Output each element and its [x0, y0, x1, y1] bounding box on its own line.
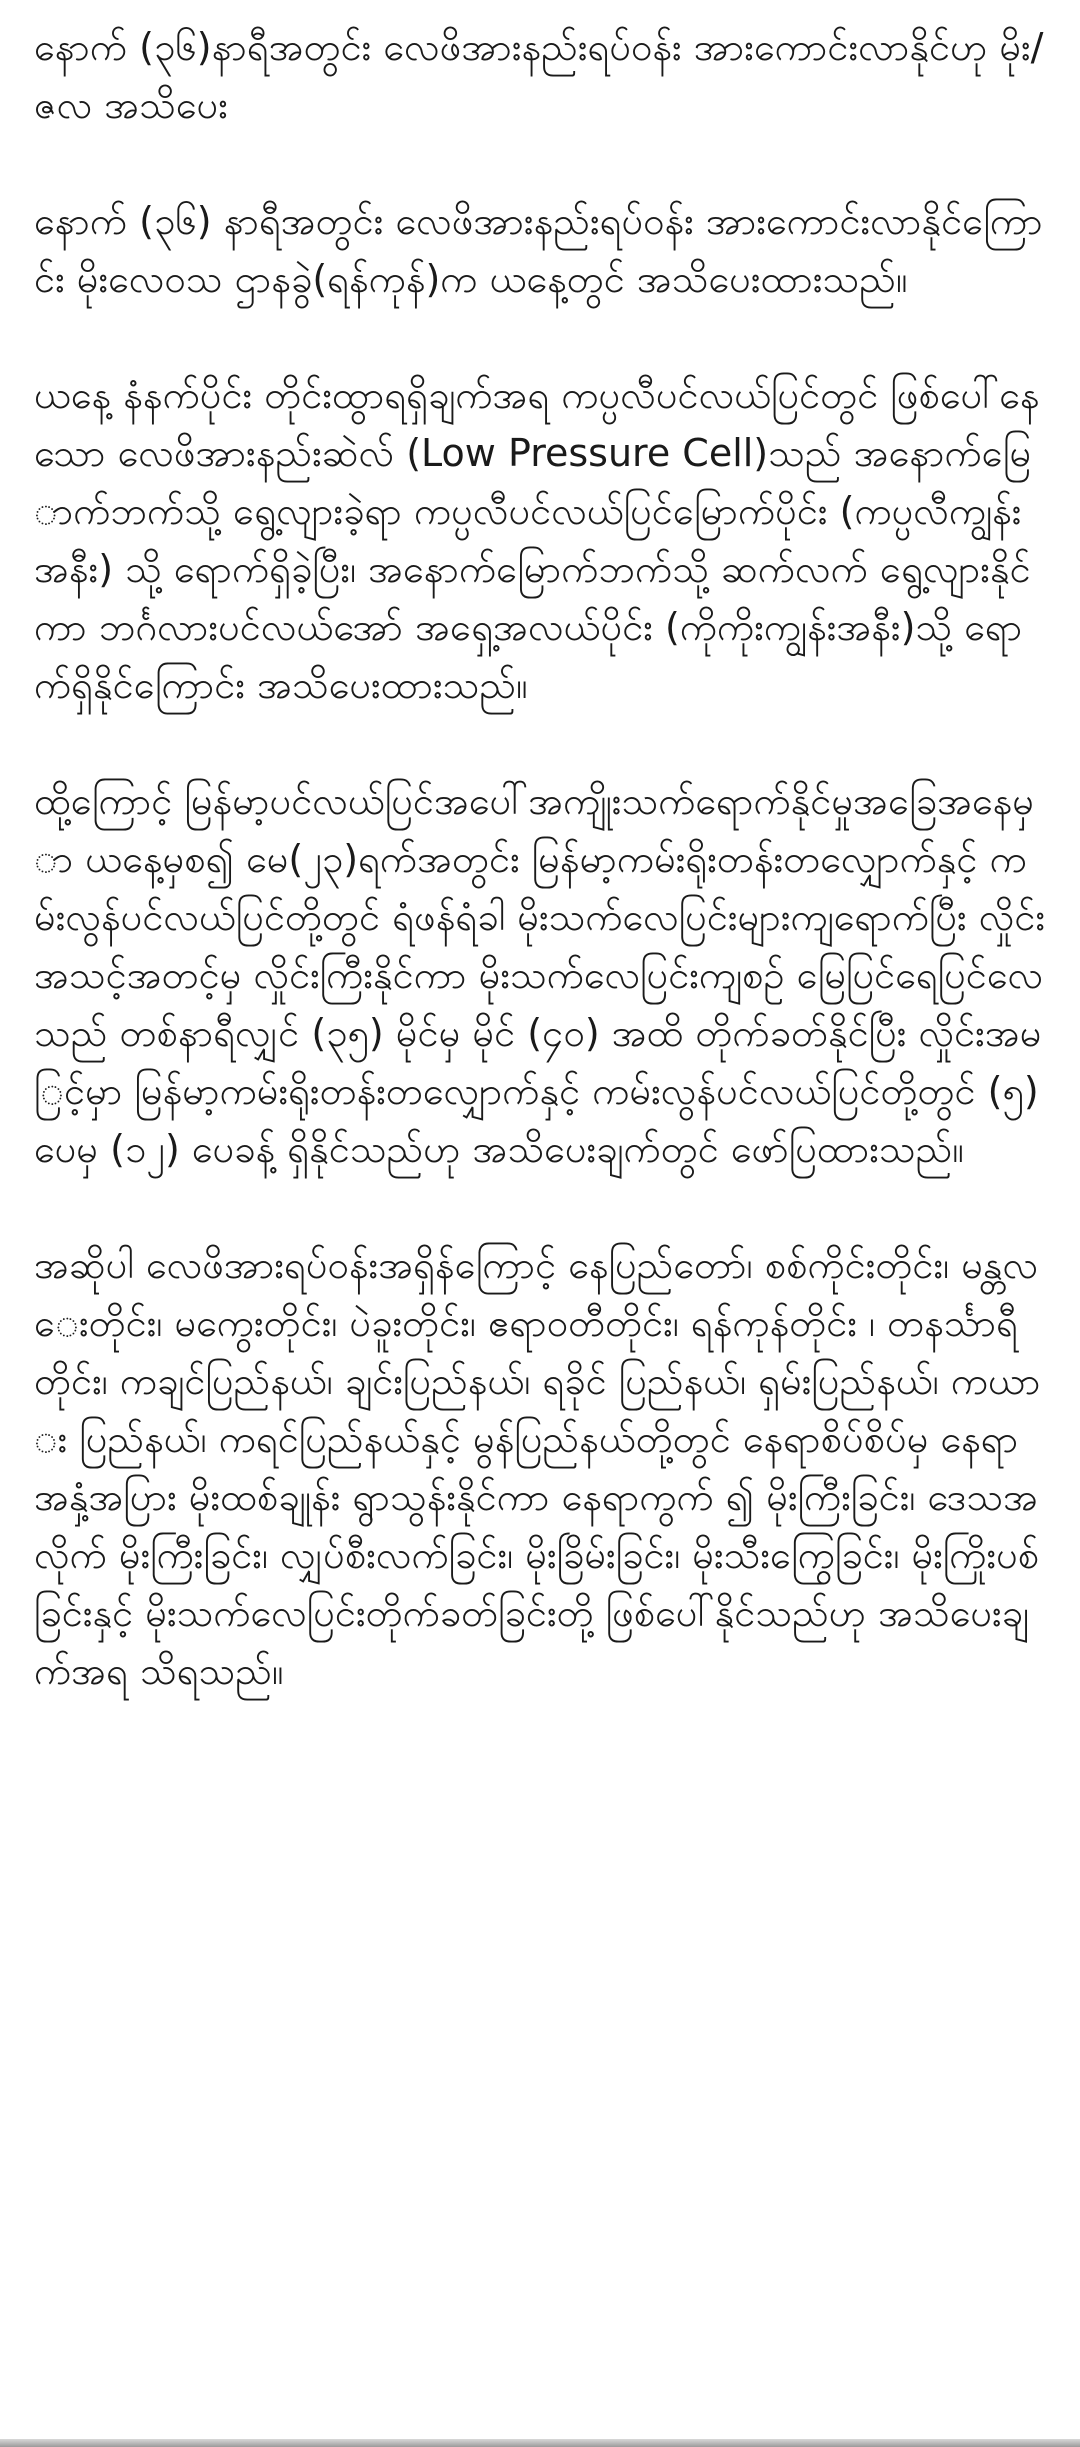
bottom-edge-bar: [0, 2439, 1080, 2447]
article-paragraph: နောက် (၃၆) နာရီအတွင်း လေဖိအားနည်းရပ်ဝန်း အားကောင်းလာနိုင်ကြောင်း မိုးလေဝသ ဌာနခွဲ(ရန်ကုန်)က ယနေ့တွင် အသိပေးထားသည်။: [34, 199, 1043, 301]
article-paragraph: ယနေ့ နံနက်ပိုင်း တိုင်းထွာရရှိချက်အရ ကပ္ပလီပင်လယ်ပြင်တွင် ဖြစ်ပေါ်နေသော လေဖိအားနည်းဆဲလ် (Low Pressure Cell)သည် အနောက်မြောက်ဘက်သို့ ရွေ့လျားခဲ့ရာ ကပ္ပလီပင်လယ်ပြင်မြောက်ပိုင်း (ကပ္ပလီကျွန်းအနီး) သို့ ရောက်ရှိခဲ့ပြီး၊ အနောက်မြောက်ဘက်သို့ ဆက်လက် ရွေ့လျားနိုင်ကာ ဘင်္ဂလားပင်လယ်အော် အရှေ့အလယ်ပိုင်း (ကိုကိုးကျွန်းအနီး)သို့ ရောက်ရှိနိုင်ကြောင်း အသိပေးထားသည်။: [34, 373, 1040, 707]
article-headline: နောက် (၃၆)နာရီအတွင်း လေဖိအားနည်းရပ်ဝန်း အားကောင်းလာနိုင်ဟု မိုး/ဇလ အသိပေး: [34, 25, 1044, 127]
article-paragraph: ထို့ကြောင့် မြန်မာ့ပင်လယ်ပြင်အပေါ်အကျိုးသက်ရောက်နိုင်မှုအခြေအနေမှာ ယနေ့မှစ၍ မေ(၂၃)ရက်အတွင်း မြန်မာ့ကမ်းရိုးတန်းတလျှောက်နှင့် ကမ်းလွန်ပင်လယ်ပြင်တို့တွင် ရံဖန်ရံခါ မိုးသက်လေပြင်းများကျရောက်ပြီး လှိုင်းအသင့်အတင့်မှ လှိုင်းကြီးနိုင်ကာ မိုးသက်လေပြင်းကျစဉ် မြေပြင်ရေပြင်လေသည် တစ်နာရီလျှင် (၃၅) မိုင်မှ မိုင် (၄၀) အထိ တိုက်ခတ်နိုင်ပြီး လှိုင်းအမြင့်မှာ မြန်မာ့ကမ်းရိုးတန်းတလျှောက်နှင့် ကမ်းလွန်ပင်လယ်ပြင်တို့တွင် (၅) ပေမှ (၁၂) ပေခန့် ရှိနိုင်သည်ဟု အသိပေးချက်တွင် ဖော်ပြထားသည်။: [34, 779, 1046, 1171]
article-paragraph: အဆိုပါ လေဖိအားရပ်ဝန်းအရှိန်ကြောင့် နေပြည်တော်၊ စစ်ကိုင်းတိုင်း၊ မန္တလေးတိုင်း၊ မကွေးတိုင်း၊ ပဲခူးတိုင်း၊ ဧရာဝတီတိုင်း၊ ရန်ကုန်တိုင်း ၊ တနင်္သာရီတိုင်း၊ ကချင်ပြည်နယ်၊ ချင်းပြည်နယ်၊ ရခိုင် ပြည်နယ်၊ ရှမ်းပြည်နယ်၊ ကယား ပြည်နယ်၊ ကရင်ပြည်နယ်နှင့် မွန်ပြည်နယ်တို့တွင် နေရာစိပ်စိပ်မှ နေရာအနှံ့အပြား မိုးထစ်ချုန်း ရွာသွန်းနိုင်ကာ နေရာကွက် ၍ မိုးကြီးခြင်း၊ ဒေသအလိုက် မိုးကြီးခြင်း၊ လျှပ်စီးလက်ခြင်း၊ မိုးခြိမ်းခြင်း၊ မိုးသီးကြွေခြင်း၊ မိုးကြိုးပစ်ခြင်းနှင့် မိုးသက်လေပြင်းတိုက်ခတ်ခြင်းတို့ ဖြစ်ပေါ်နိုင်သည်ဟု အသိပေးချက်အရ သိရသည်။: [34, 1243, 1041, 1693]
